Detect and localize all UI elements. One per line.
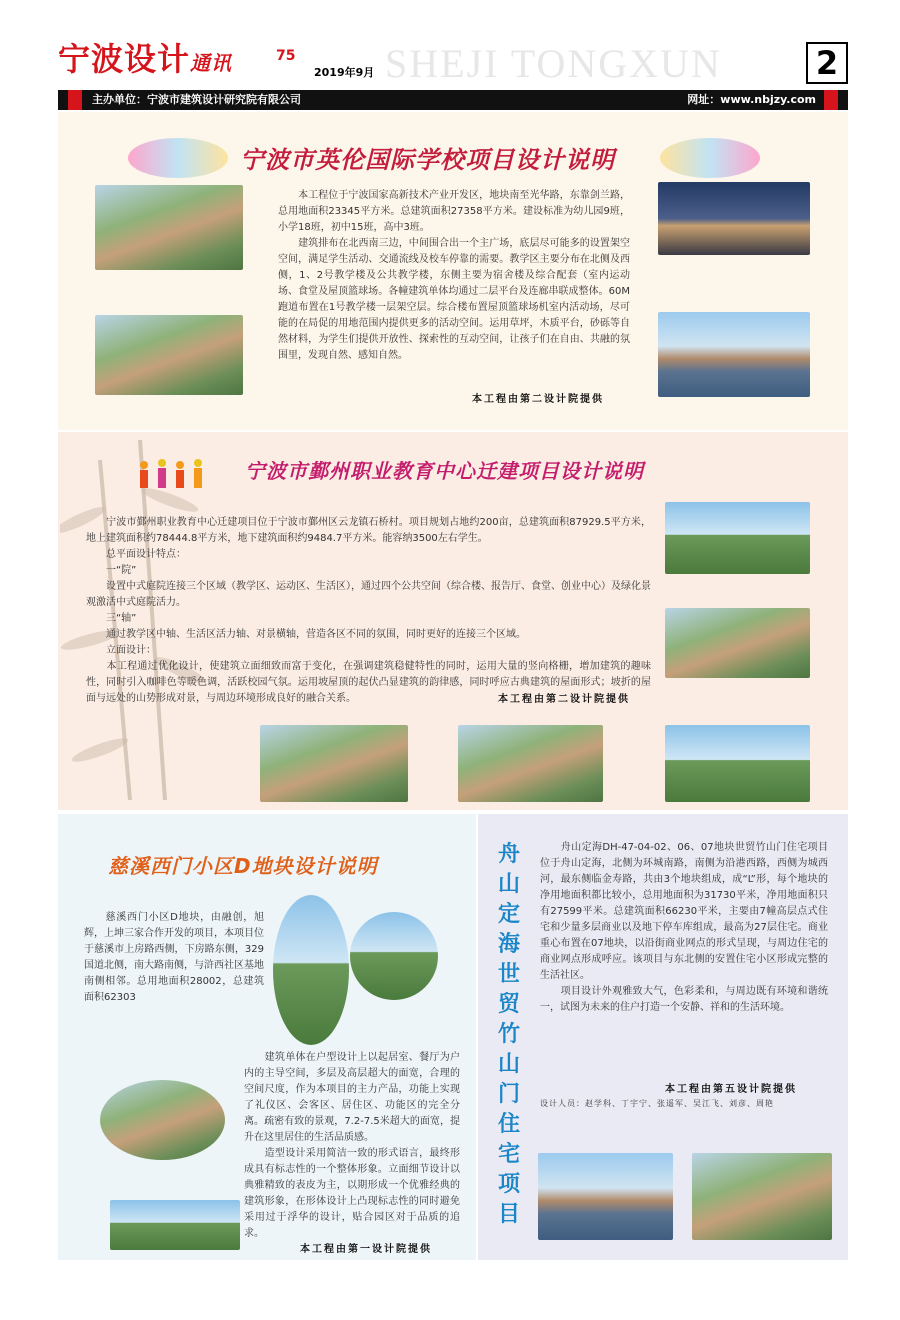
- article3-title: 慈溪西门小区D地块设计说明: [108, 854, 378, 878]
- article3-street-photo: [110, 1200, 240, 1250]
- article1-body: 本工程位于宁波国家高新技术产业开发区，地块南至光华路，东靠剑兰路，总用地面积23345平方米。总建筑面积27358平方米。建设标准为幼儿园9班，小学18班，初中15班，高中3班。 建筑排布在北西南三边，中间围合出一个主广场，底层尽可能多的设置架空空间，满足学生活动、交通流线及校车停靠的需要。教学区主要分布在北侧及西侧，1、2号教学楼及公共教学楼，东侧主要为宿舍楼及综合配套（室内运动场、食堂及屋顶篮球场。各幢建筑单体均通过二层平台及连廊串联成整体。60M跑道布置在1号教学楼一层架空层。综合楼布置屋顶篮球场机室内活动场，尽可能的在局促的用地范围内提供更多的活动空间。运用草坪，木质平台，砂砾等自然材料，为学生们提供开放性、探索性的互动空间，让孩子们在自由、共融的氛围里，发现自然、感知自然。: [278, 190, 630, 361]
- article3-aerial-photo: [100, 1080, 225, 1160]
- article4-designers: 设计人员：赵学科、丁宇宁、张遥军、吴江飞、刘彦、周艳: [540, 1099, 774, 1108]
- organizer-text: 主办单位：宁波市建筑设计研究院有限公司: [92, 93, 301, 106]
- logo-suffix: 通讯: [190, 51, 233, 75]
- article2-body: 宁波市鄞州职业教育中心迁建项目位于宁波市鄞州区云龙镇石桥村。项目规划占地约200亩，总建筑面积87929.5平方米，地上建筑面积约78444.8平方米，地下建筑面积约9484.7平方米。能容纳3500左右学生。 总平面设计特点： 一“院” 设置中式庭院连接三个区域（教学区、运动区、生活区），通过四个公共空间（综合楼、报告厅、食堂、创业中心）及绿化景观激活中式庭院活力。 三“轴” 通过教学区中轴、生活区活力轴、对景横轴，营造各区不同的氛围，同时更好的连接三个区域。 立面设计： 本工程通过优化设计，使建筑立面细致而富于变化，在强调建筑稳健特性的同时，运用大量的竖向格栅，增加建筑的趣味性，同时引入咖啡色等暖色调，活跃校园气氛。运用坡屋顶的起伏凸显建筑的韵律感，同时呼应古典建筑的屋面形式；坡折的屋面与远处的山势形成对景，与周边环境形成良好的融合关系。: [86, 517, 651, 704]
- anniversary-badge: 75: [276, 48, 296, 64]
- article3-body-design: 建筑单体在户型设计上以起居室、餐厅为户内的主导空间，多层及高层超大的面宽，合理的空间尺度，作为本项目的主力产品，功能上实现了礼仪区、会客区、居住区、功能区的完全分离。疏密有致的景观，7.2-7.5米超大的面宽，提升在这里居住的生活品质感。 造型设计采用简洁一致的形式语言，最终形成具有标志性的一个整体形象。立面细节设计以典雅精致的表皮为主，以期形成一个优雅经典的建筑形象，在形体设计上凸现标志性的同时避免采用过于浮华的设计，贴合园区对于品质的追求。: [244, 1052, 460, 1239]
- article2-credit: 本工程由第二设计院提供: [498, 694, 630, 705]
- website-text: 网址：www.nbjzy.com: [687, 93, 816, 106]
- ribbon-decoration-left: [128, 138, 228, 178]
- article4-body: 舟山定海DH-47-04-02、06、07地块世贸竹山门住宅项目位于舟山定海，北侧为环城南路，南侧为沿港西路，西侧为城西河，最东侧临金寿路，共由3个地块组成，成“L”形，每个地块的净用地面积都比较小，总用地面积为31730平米，净用地面积只有27599平米。总建筑面积66230平米，主要由7幢高层点式住宅和少量多层商业以及地下停车库组成，最高为27层住宅。商业重心布置在07地块，以沿街商业网点的形式呈现，与周边住宅的商业网点形成呼应。该项目与东北侧的安置住宅小区形成完整的生活社区。 项目设计外观雅致大气，色彩柔和，与周边既有环境和谐统一，试图为未来的住户打造一个安静、祥和的生活环境。: [540, 842, 828, 1013]
- article2-title: 宁波市鄞州职业教育中心迁建项目设计说明: [245, 459, 644, 483]
- article4-aerial-photo: [692, 1153, 832, 1240]
- article3-credit: 本工程由第一设计院提供: [300, 1244, 432, 1255]
- page-number: 2: [806, 42, 848, 84]
- article2-stadium-photo: [665, 725, 810, 802]
- article1-aerial-photo-2: [95, 315, 243, 395]
- article3-clubhouse-photo: [350, 912, 438, 1000]
- article4-credit: 本工程由第五设计院提供: [665, 1084, 797, 1095]
- article2-aerial-photo-1: [260, 725, 408, 802]
- masthead-logo: [58, 34, 232, 80]
- article3-tower-photo: [273, 895, 349, 1045]
- article4-vertical-title: 舟山定海世贸竹山门住宅项目: [497, 842, 520, 1227]
- dancers-decoration: [134, 455, 214, 495]
- article1-title: 宁波市英伦国际学校项目设计说明: [240, 145, 615, 174]
- article1-aerial-photo-1: [95, 185, 243, 270]
- logo-text: 宁波设计: [58, 40, 191, 78]
- bar-accent-right: [824, 90, 838, 110]
- article1-night-photo: [658, 182, 810, 255]
- article1-courtyard-photo: [658, 312, 810, 397]
- article3-body-intro: 慈溪西门小区D地块，由融创，旭辉，上坤三家合作开发的项目，本项目位于慈溪市上房路西侧，下房路东侧，329国道北侧，南大路南侧，与浒西社区基地南侧相邻。总用地面积28002，总建筑面积62303: [84, 912, 264, 1003]
- article4-waterfront-photo: [538, 1153, 673, 1240]
- article2-campus-photo-1: [665, 502, 810, 574]
- issue-date: 2019年9月: [314, 66, 375, 79]
- masthead-pinyin: SHEJI TONGXUN: [385, 41, 722, 86]
- masthead-bar: [58, 90, 848, 110]
- article1-credit: 本工程由第二设计院提供: [472, 394, 604, 405]
- bar-accent-left: [68, 90, 82, 110]
- article2-aerial-photo-2: [458, 725, 603, 802]
- article2-campus-photo-2: [665, 608, 810, 678]
- ribbon-decoration-right: [660, 138, 760, 178]
